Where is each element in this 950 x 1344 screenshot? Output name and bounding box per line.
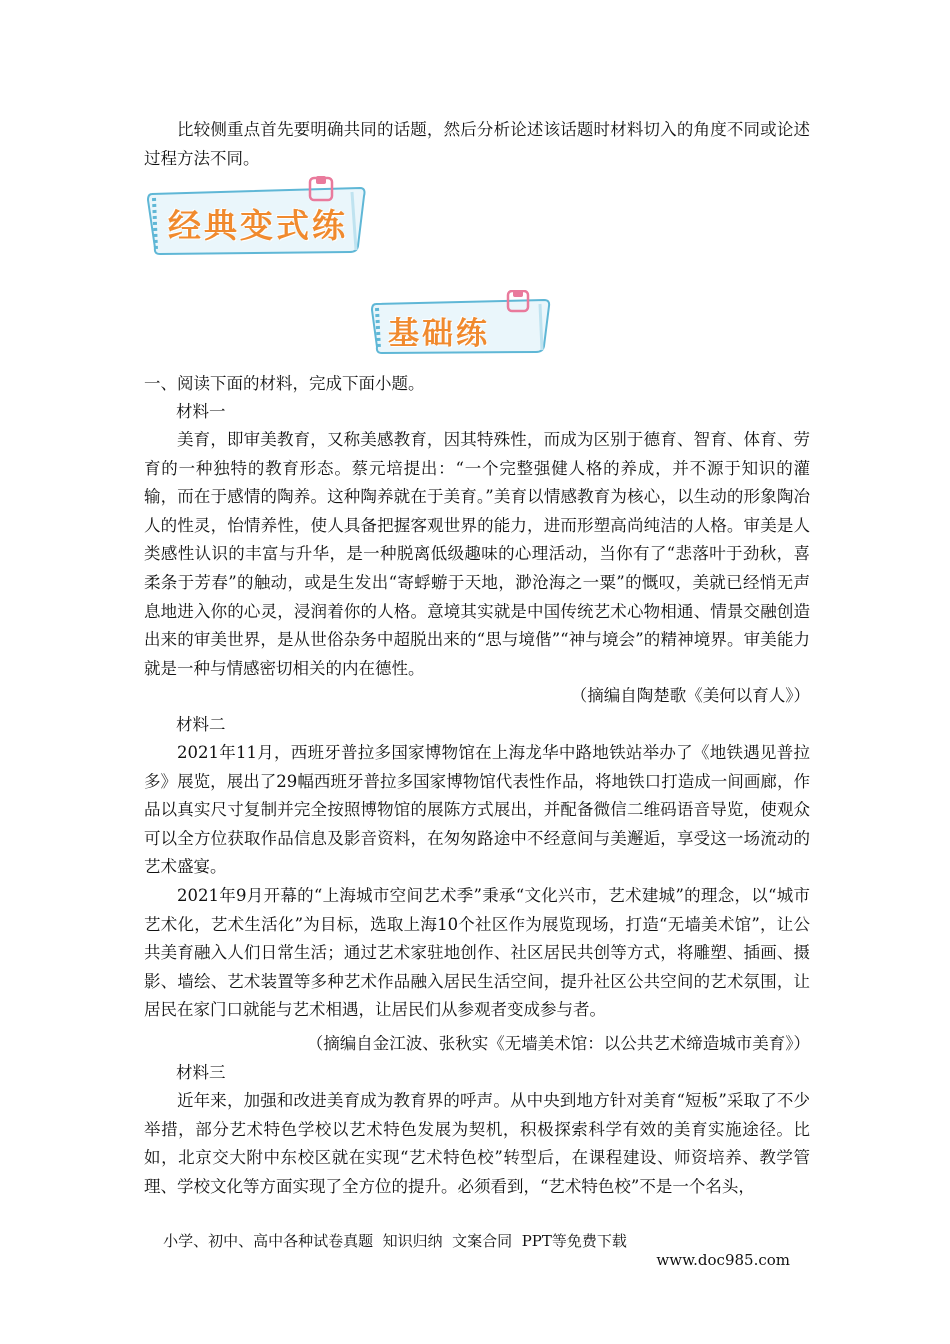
material-source: （摘编自金江波、张秋实《无墙美术馆：以公共艺术缔造城市美育》） <box>306 1034 810 1053</box>
variant-practice-banner <box>146 176 372 258</box>
basic-practice-banner <box>370 290 556 356</box>
material-source: （摘编自陶楚歌《美何以育人》） <box>570 686 810 705</box>
material-paragraph: 2021年9月开幕的“上海城市空间艺术季”秉承“文化兴市，艺术建城”的理念，以“城市艺术化，艺术生活化”为目标，选取上海10个社区作为展览现场，打造“无墙美术馆”，让公共美育融入人们日常生活；通过艺术家驻地创作、社区居民共创等方式，将雕塑、插画、摄影、墙绘、艺术装置等多种艺术作品融入居民生活空间，提升社区公共空间的艺术氛围，让居民在家门口就能与艺术相遇，让居民们从参观者变成参与者。 <box>144 886 810 1020</box>
footer-text: 小学、初中、高中各种试卷真题 知识归纳 文案合同 PPT等免费下载 <box>163 1232 627 1250</box>
variant-practice-title: 经典变式练 <box>168 206 348 245</box>
footer-link[interactable]: www.doc985.com <box>656 1251 790 1269</box>
intro-paragraph: 比较侧重点首先要明确共同的话题，然后分析论述该话题时材料切入的角度不同或论述过程方法不同。 <box>144 120 810 168</box>
question-title: 一、阅读下面的材料，完成下面小题。 <box>144 374 425 393</box>
material-paragraph: 近年来，加强和改进美育成为教育界的呼声。从中央到地方针对美育“短板”采取了不少举措，部分艺术特色学校以艺术特色发展为契机，积极探索科学有效的美育实施途径。比如，北京交大附中东校区就在实现“艺术特色校”转型后，在课程建设、师资培养、教学管理、学校文化等方面实现了全方位的提升。必须看到，“艺术特色校”不是一个名头， <box>144 1091 810 1196</box>
page-footer <box>144 1212 810 1287</box>
material-paragraph: 2021年11月，西班牙普拉多国家博物馆在上海龙华中路地铁站举办了《地铁遇见普拉多》展览，展出了29幅西班牙普拉多国家博物馆代表性作品，将地铁口打造成一间画廊，作品以真实尺寸复制并完全按照博物馆的展陈方式展出，并配备微信二维码语音导览，使观众可以全方位获取作品信息及影音资料，在匆匆路途中不经意间与美邂逅，享受这一场流动的艺术盛宴。 <box>144 743 810 877</box>
material-paragraph: 美育，即审美教育，又称美感教育，因其特殊性，而成为区别于德育、智育、体育、劳育的一种独特的教育形态。蔡元培提出：“一个完整强健人格的养成，并不源于知识的灌输，而在于感情的陶养。这种陶养就在于美育。”美育以情感教育为核心，以生动的形象陶冶人的性灵，怡情养性，使人具备把握客观世界的能力，进而形塑高尚纯洁的人格。审美是人类感性认识的丰富与升华，是一种脱离低级趣味的心理活动，当你有了“悲落叶于劲秋，喜柔条于芳春”的触动，或是生发出“寄蜉蝣于天地，渺沧海之一粟”的慨叹，美就已经悄无声息地进入你的心灵，浸润着你的人格。意境其实就是中国传统艺术心物相通、情景交融创造出来的审美世界，是从世俗杂务中超脱出来的“思与境偕”“神与境会”的精神境界。审美能力就是一种与情感密切相关的内在德性。 <box>144 430 810 678</box>
material-label: 材料三 <box>176 1063 226 1082</box>
material-label: 材料二 <box>176 715 226 734</box>
basic-practice-title: 基础练 <box>388 316 490 352</box>
material-label: 材料一 <box>176 402 226 421</box>
